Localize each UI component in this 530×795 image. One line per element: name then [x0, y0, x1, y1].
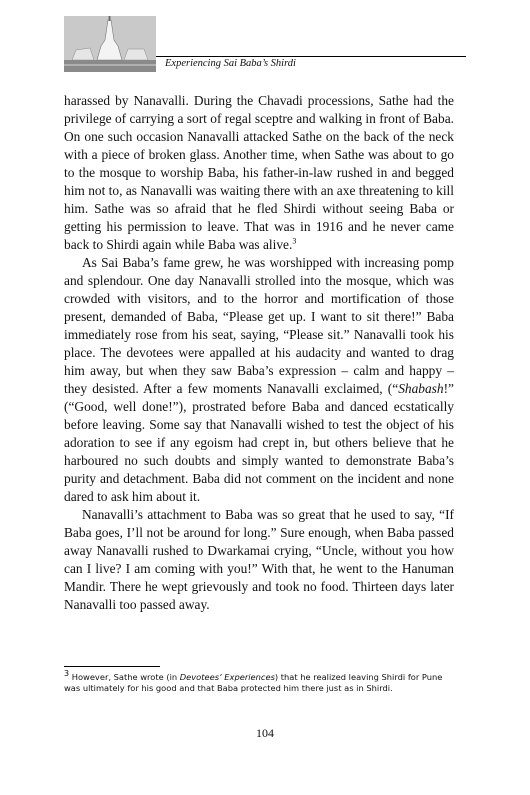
- text-run: However, Sathe wrote (in: [69, 672, 180, 682]
- footnote: [64, 669, 454, 694]
- text-run: Nanavalli’s attachment to Baba was so great that he used to say, “If Baba goes, I’ll not be around for long.” Sure enough, when Baba passed away Nanavalli rushed to Dwarkamai crying, “Uncle, without you how can I live? I am coming with you!” With that, he went to the Hanuman Mandir. There he wept grievously and took no food. Thirteen days later Nanavalli too passed away.: [64, 507, 454, 612]
- page-number: 104: [256, 726, 274, 740]
- text-run: harassed by Nanavalli. During the Chavadi processions, Sathe had the privilege of carrying a sort of regal sceptre and walking in front of Baba. On one such occasion Nanavalli attacked Sathe on the back of the neck with a piece of broken glass. Another time, when Sathe was about to go to the mosque to worship Baba, his father-in-law rushed in and begged him not to, as Nanavalli was waiting there with an axe threatening to kill him. Sathe was so afraid that he fled Shirdi without seeing Baba or getting his permission to leave. That was in 1916 and he never came back to Shirdi again while Baba was alive.: [64, 93, 454, 252]
- italic-text: Shabash: [398, 381, 444, 396]
- footnote-marker: 3: [292, 236, 297, 246]
- text-run: As Sai Baba’s fame grew, he was worshipped with increasing pomp and splendour. One day Nanavalli strolled into the mosque, which was crowded with visitors, and to the horror and mortification of those present, demanded of Baba, “Please get up. I want to sit there!” Baba immediately rose from his seat, saying, “Please sit.” Nanavalli took his place. The devotees were appalled at his audacity and wanted to drag him away, but when they saw Baba’s expression – calm and happy – they desisted. After a few moments Nanavalli exclaimed, (“: [64, 255, 454, 396]
- paragraph: [64, 92, 454, 254]
- text-run: ) that he realized leaving Shirdi for Pune was ultimately for his good and that Baba protected him there just as in Shirdi.: [64, 672, 443, 693]
- body-text: [64, 92, 454, 614]
- footnote-marker: 3: [64, 669, 70, 679]
- temple-spire-icon: [64, 16, 156, 72]
- italic-text: Devotees’ Experiences: [179, 672, 275, 682]
- running-header: [64, 16, 466, 74]
- footnote-rule: [64, 666, 160, 667]
- paragraph: [64, 506, 454, 614]
- text-run: !” (“Good, well done!”), prostrated before Baba and danced ecstatically before leaving. Some say that Nanavalli wished to test the object of his adoration to see if any egoism had crept in, but others believe that he harboured no such doubts and simply wanted to demonstrate Baba’s purity and detachment. Baba did not comment on the incident and none dared to ask him about it.: [64, 381, 454, 504]
- header-rule: [156, 56, 466, 57]
- running-title: Experiencing Sai Baba’s Shirdi: [165, 58, 296, 69]
- paragraph: [64, 254, 454, 506]
